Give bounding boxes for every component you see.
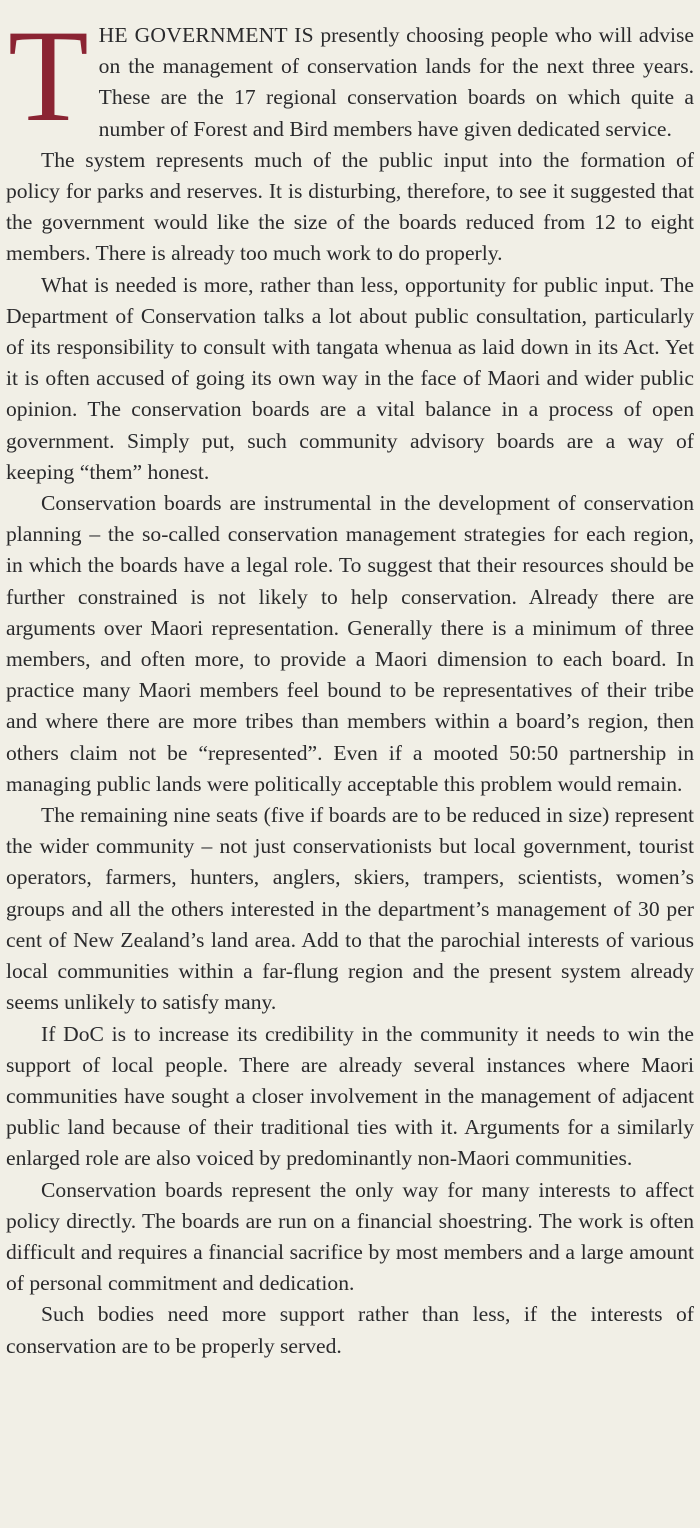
paragraph-7: Conservation boards represent the only way for many interests to affect policy directly. The boards are run on a financial shoestring. The work is often difficult and requires a financial sacrifice by most members and a large amount of personal commitment and dedication.: [6, 1177, 694, 1296]
paragraph-5: The remaining nine seats (five if boards are to be reduced in size) represent the wider community – not just conservationists but local government, tourist operators, farmers, hunters, anglers, skiers, trampers, scientists, women’s groups and all the others interested in the department’s management of 30 per cent of New Zealand’s land area. Add to that the parochial interests of various local communities within a far-flung region and the present system already seems unlikely to satisfy many.: [6, 803, 694, 1015]
drop-cap-letter: T: [8, 2, 89, 149]
paragraph-4: Conservation boards are instrumental in the development of conservation planning – the so-called conservation management strategies for each region, in which the boards have a legal role. To suggest that their resources should be further constrained is not likely to help conservation. Already there are arguments over Maori representation. Generally there is a minimum of three members, and often more, to provide a Maori dimension to each board. In practice many Maori members feel bound to be representatives of their tribe and where there are more tribes than members within a board’s region, then others claim not be “represented”. Even if a mooted 50:50 partnership in managing public lands were politically acceptable this problem would remain.: [6, 491, 694, 796]
article-body: [6, 2, 694, 1362]
paragraph-8: Such bodies need more support rather than less, if the interests of conservation are to be properly served.: [6, 1302, 694, 1358]
paragraph-3: What is needed is more, rather than less, opportunity for public input. The Department of Conservation talks a lot about public consultation, particularly of its responsibility to consult with tangata whenua as laid down in its Act. Yet it is often accused of going its own way in the face of Maori and wider public opinion. The conservation boards are a vital balance in a process of open government. Simply put, such community advisory boards are a way of keeping “them” honest.: [6, 272, 694, 484]
paragraph-1-text: presently choosing people who will advise on the management of conservation lands for the next three years. These are the 17 regional conservation boards on which quite a number of Forest and Bird members have given dedicated service.: [98, 23, 694, 141]
lead-in-caps: HE GOVERNMENT IS: [98, 23, 314, 47]
paragraph-2: The system represents much of the public input into the formation of policy for parks and reserves. It is disturbing, therefore, to see it suggested that the government would like the size of the boards reduced from 12 to eight members. There is already too much work to do properly.: [6, 147, 694, 266]
paragraph-1: [6, 2, 694, 149]
paragraph-6: If DoC is to increase its credibility in the community it needs to win the support of local people. There are already several instances where Maori communities have sought a closer involvement in the management of adjacent public land because of their traditional ties with it. Arguments for a similarly enlarged role are also voiced by predominantly non-Maori communities.: [6, 1021, 694, 1171]
